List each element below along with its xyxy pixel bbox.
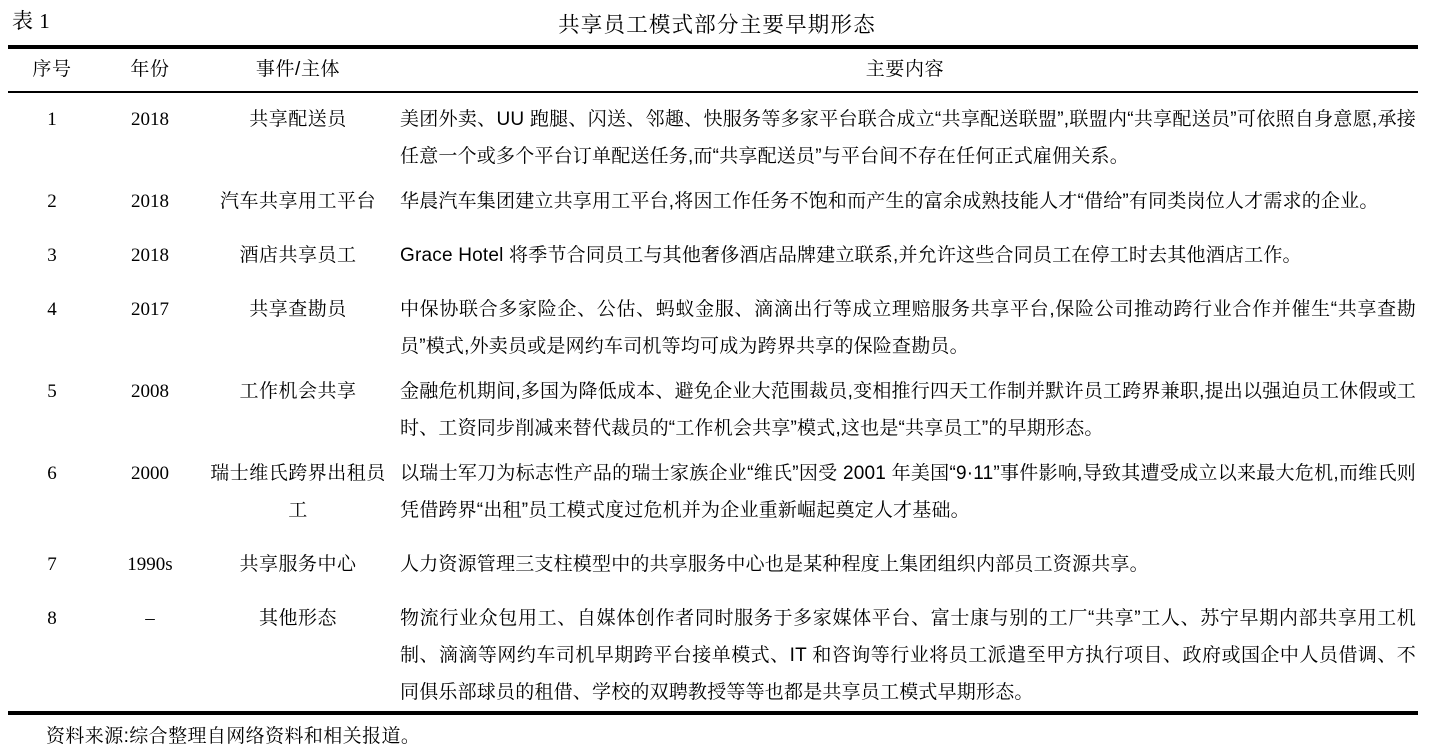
cell-year: 2017 (131, 298, 169, 320)
cell-content: 以瑞士军刀为标志性产品的瑞士家族企业“维氏”因受 2001 年美国“9·11”事件影响,导致其遭受成立以来最大危机,而维氏则凭借跨界“出租”员工模式度过危机并为企业重新崛起奠定人才基础。 (400, 462, 1416, 521)
cell-no: 7 (47, 553, 57, 575)
cell-year: 2008 (131, 380, 169, 402)
cell-subject: 共享服务中心 (239, 553, 357, 575)
cell-subject: 共享查勘员 (249, 298, 347, 320)
cell-content: 物流行业众包用工、自媒体创作者同时服务于多家媒体平台、富士康与别的工厂“共享”工人、苏宁早期内部共享用工机制、滴滴等网约车司机早期跨平台接单模式、IT 和咨询等行业将员工派遣至甲方执行项目、政府或国企中人员借调、不同俱乐部球员的租借、学校的双聘教授等等也都是共享员工模式早期形态。 (400, 607, 1416, 703)
table-title: 共享员工模式部分主要早期形态 (558, 12, 876, 37)
table-body (8, 93, 1418, 711)
table-number-label: 表 1 (12, 9, 51, 33)
table-caption (8, 0, 1426, 45)
header-row (8, 49, 1418, 91)
cell-year: – (145, 607, 155, 629)
table-row (8, 592, 1418, 711)
cell-subject: 酒店共享员工 (239, 244, 357, 266)
cell-subject: 其他形态 (258, 607, 337, 629)
cell-no: 3 (47, 244, 57, 266)
table-header (8, 49, 1418, 91)
cell-no: 6 (47, 462, 57, 484)
cell-subject: 共享配送员 (249, 108, 347, 130)
cell-year: 2018 (131, 190, 169, 212)
cell-no: 1 (47, 108, 57, 130)
data-table-body (8, 93, 1418, 711)
table-row (8, 283, 1418, 365)
cell-subject: 工作机会共享 (239, 380, 357, 402)
table-row (8, 365, 1418, 447)
table-row (8, 93, 1418, 175)
cell-content: 美团外卖、UU 跑腿、闪送、邻趣、快服务等多家平台联合成立“共享配送联盟”,联盟内“共享配送员”可依照自身意愿,承接任意一个或多个平台订单配送任务,而“共享配送员”与平台间不存在任何正式雇佣关系。 (400, 108, 1416, 167)
column-header-no: 序号 (32, 59, 72, 80)
cell-subject: 瑞士维氏跨界出租员工 (210, 462, 386, 521)
cell-content: 华晨汽车集团建立共享用工平台,将因工作任务不饱和而产生的富余成熟技能人才“借给”有同类岗位人才需求的企业。 (400, 190, 1379, 212)
table-row (8, 447, 1418, 538)
cell-year: 2000 (131, 462, 169, 484)
cell-year: 1990s (127, 553, 173, 575)
column-header-year: 年份 (130, 59, 170, 80)
table-row (8, 229, 1418, 283)
data-table (8, 49, 1418, 91)
cell-no: 4 (47, 298, 57, 320)
table-row (8, 175, 1418, 229)
column-header-content: 主要内容 (865, 59, 945, 80)
source-note: 资料来源:综合整理自网络资料和相关报道。 (46, 725, 421, 747)
cell-content: 金融危机期间,多国为降低成本、避免企业大范围裁员,变相推行四天工作制并默许员工跨界兼职,提出以强迫员工休假或工时、工资同步削减来替代裁员的“工作机会共享”模式,这也是“共享员工”的早期形态。 (400, 380, 1416, 439)
cell-year: 2018 (131, 108, 169, 130)
cell-no: 5 (47, 380, 57, 402)
cell-no: 2 (47, 190, 57, 212)
cell-content: 中保协联合多家险企、公估、蚂蚁金服、滴滴出行等成立理赔服务共享平台,保险公司推动跨行业合作并催生“共享查勘员”模式,外卖员或是网约车司机等均可成为跨界共享的保险查勘员。 (400, 298, 1416, 357)
cell-content: Grace Hotel 将季节合同员工与其他奢侈酒店品牌建立联系,并允许这些合同员工在停工时去其他酒店工作。 (400, 244, 1302, 266)
table-row (8, 538, 1418, 592)
cell-subject: 汽车共享用工平台 (219, 190, 376, 212)
cell-no: 8 (47, 607, 57, 629)
column-header-subject: 事件/主体 (255, 59, 341, 80)
cell-year: 2018 (131, 244, 169, 266)
cell-content: 人力资源管理三支柱模型中的共享服务中心也是某种程度上集团组织内部员工资源共享。 (400, 553, 1149, 575)
